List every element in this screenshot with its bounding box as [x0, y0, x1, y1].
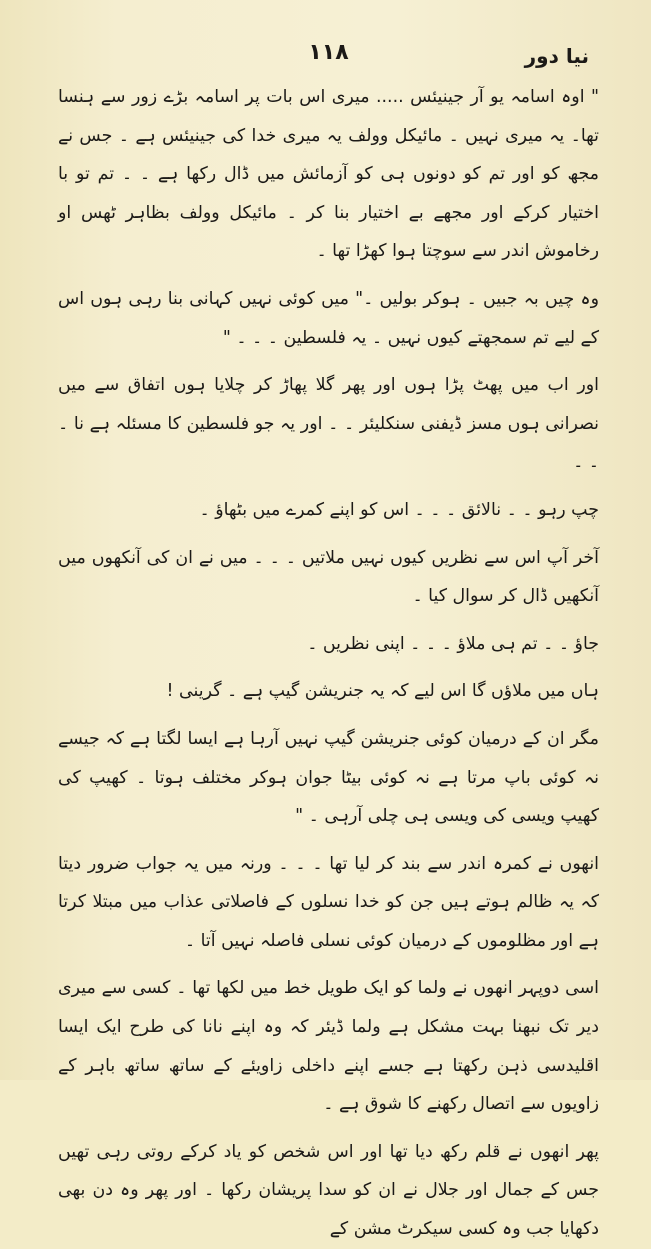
paragraph: " اوہ اسامہ یو آر جینیئس ..... میری اس بات پر اسامہ بڑے زور سے ہنسا تھا۔ یہ میری نہیں ۔ مائیکل وولف یہ میری خدا کی جینیئس ہے ۔ جس نے مجھ کو اور تم کو دونوں ہی کو آزمائش میں ڈال رکھا ہے ۔ ۔ تم تو با اختیار کرکے اور مجھے بے اختیار بنا کر ۔ مائیکل وولف بظاہر ٹھس او رخاموش اندر سے سوچتا ہوا کھڑا تھا ۔	[58, 87, 599, 262]
paragraph: اور اب میں پھٹ پڑا ہوں اور پھر گلا پھاڑ کر چلایا ہوں اتفاق سے میں نصرانی ہوں مسز ڈیفنی سنکلیئر ۔ ۔ اور یہ جو فلسطین کا مسئلہ ہے نا ۔ ۔ ۔	[58, 375, 599, 473]
page-number: ۱۱۸	[308, 40, 349, 65]
paragraph: پھر انھوں نے قلم رکھ دیا تھا اور اس شخص کو یاد کرکے روتی رہی تھیں جس کے جمال اور جلال نے ان کو سدا پریشان رکھا ۔ اور پھر وہ دن بھی دکھایا جب وہ کسی سیکرٹ مشن کے	[58, 1141, 599, 1240]
page-body-text	[58, 78, 599, 1249]
paragraph: وہ چیں بہ جبیں ۔ ہوکر بولیں ۔" میں کوئی نہیں کہانی بنا رہی ہوں اس کے لیے تم سمجھتے کیوں نہیں ۔ یہ فلسطین ۔ ۔ ۔ "	[58, 288, 599, 348]
paragraph: اسی دوپہر انھوں نے ولما کو ایک طویل خط میں لکھا تھا ۔ کسی سے میری دیر تک نبھنا بہت مشکل ہے ولما ڈیئر کہ وہ اپنے نانا کی طرح ایک ایسا اقلیدسی ذہن رکھتا ہے جسے اپنے داخلی زاویئے کے ساتھ ساتھ باہر کے زاویوں سے اتصال رکھنے کا شوق ہے ۔	[58, 978, 599, 1115]
paragraph: چپ رہو ۔ ۔ نالائق ۔ ۔ ۔ اس کو اپنے کمرے میں بٹھاؤ ۔	[199, 499, 599, 520]
paragraph: آخر آپ اس سے نظریں کیوں نہیں ملاتیں ۔ ۔ ۔ میں نے ان کی آنکھوں میں آنکھیں ڈال کر سوال کیا ۔	[58, 547, 599, 607]
paragraph: جاؤ ۔ ۔ تم ہی ملاؤ ۔ ۔ ۔ اپنی نظریں ۔	[307, 633, 599, 654]
paragraph: ہاں میں ملاؤں گا اس لیے کہ یہ جنریشن گیپ ہے ۔ گرینی !	[166, 681, 599, 702]
paragraph: مگر ان کے درمیان کوئی جنریشن گیپ نہیں آرہا ہے ایسا لگتا ہے کہ جیسے نہ کوئی باپ مرتا ہے نہ کوئی بیٹا جوان ہوکر مختلف ہوتا ۔ کھیپ کی کھیپ ویسی کی ویسی ہی چلی آرہی ۔ "	[58, 728, 599, 827]
page-header	[58, 34, 599, 74]
paragraph: انھوں نے کمرہ اندر سے بند کر لیا تھا ۔ ۔ ۔ ورنہ میں یہ جواب ضرور دیتا کہ یہ ظالم ہوتے ہیں جن کو خدا نسلوں کے فاصلاتی عذاب میں مبتلا کرتا ہے اور مظلوموں کے درمیان کوئی نسلی فاصلہ نہیں آتا ۔	[58, 853, 599, 951]
running-head-journal-title: نیا دور	[524, 44, 589, 68]
